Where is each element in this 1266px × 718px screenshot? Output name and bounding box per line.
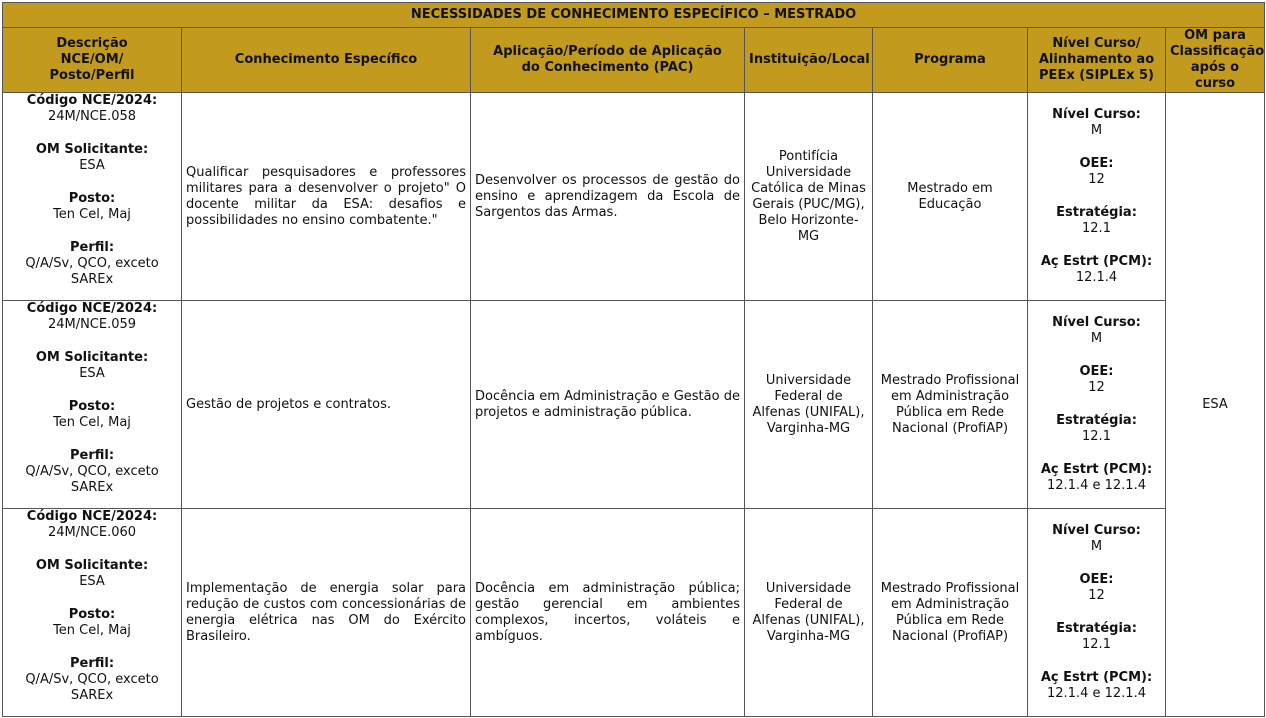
nivel-cell	[1028, 509, 1166, 717]
estrategia-label: Estratégia:	[1056, 621, 1137, 636]
conhecimento-cell: Qualificar pesquisadores e professores militares para a desenvolver o projeto" O docente militar da ESA: desafios e possibilidades no ensino combatente."	[182, 93, 471, 301]
table-title: NECESSIDADES DE CONHECIMENTO ESPECÍFICO – MESTRADO	[3, 3, 1265, 28]
nivel-value: M	[1090, 123, 1103, 138]
nivel-cell	[1028, 93, 1166, 301]
nivel-label: Nível Curso:	[1052, 523, 1141, 538]
instituicao-cell: Pontifícia Universidade Católica de Minas Gerais (PUC/MG), Belo Horizonte-MG	[745, 93, 873, 301]
om-value: ESA	[79, 574, 105, 589]
oee-label: OEE:	[1079, 156, 1114, 171]
estrategia-value: 12.1	[1082, 429, 1111, 444]
header-instituicao: Instituição/Local	[745, 28, 873, 93]
table-row	[3, 509, 1265, 717]
header-conhecimento: Conhecimento Específico	[182, 28, 471, 93]
perfil-label: Perfil:	[69, 656, 115, 671]
oee-value: 12	[1088, 380, 1105, 395]
posto-value: Ten Cel, Maj	[53, 415, 131, 430]
posto-label: Posto:	[68, 607, 116, 622]
perfil-value: Q/A/Sv, QCO, exceto SAREx	[25, 256, 159, 287]
oee-label: OEE:	[1079, 364, 1114, 379]
estrategia-value: 12.1	[1082, 221, 1111, 236]
conhecimento-cell: Gestão de projetos e contratos.	[182, 301, 471, 509]
instituicao-cell: Universidade Federal de Alfenas (UNIFAL), Varginha-MG	[745, 509, 873, 717]
header-aplicacao: Aplicação/Período de Aplicação do Conhecimento (PAC)	[471, 28, 745, 93]
perfil-value: Q/A/Sv, QCO, exceto SAREx	[25, 464, 159, 495]
programa-cell: Mestrado em Educação	[873, 93, 1028, 301]
table-row	[3, 93, 1265, 301]
acao-value: 12.1.4	[1075, 270, 1118, 285]
descricao-cell	[3, 301, 182, 509]
codigo-label: Código NCE/2024:	[26, 301, 158, 316]
acao-value: 12.1.4 e 12.1.4	[1047, 686, 1146, 701]
om-label: OM Solicitante:	[35, 558, 149, 573]
perfil-value: Q/A/Sv, QCO, exceto SAREx	[25, 672, 159, 703]
nivel-cell	[1028, 301, 1166, 509]
posto-value: Ten Cel, Maj	[53, 623, 131, 638]
estrategia-label: Estratégia:	[1056, 205, 1137, 220]
programa-cell: Mestrado Profissional em Administração Pública em Rede Nacional (ProfiAP)	[873, 509, 1028, 717]
header-om-classificacao: OM para Classificação após o curso	[1166, 28, 1265, 93]
oee-label: OEE:	[1079, 572, 1114, 587]
nce-table	[2, 2, 1265, 717]
nivel-value: M	[1090, 331, 1103, 346]
instituicao-cell: Universidade Federal de Alfenas (UNIFAL), Varginha-MG	[745, 301, 873, 509]
nivel-label: Nível Curso:	[1052, 107, 1141, 122]
om-label: OM Solicitante:	[35, 142, 149, 157]
header-nivel-curso: Nível Curso/ Alinhamento ao PEEx (SIPLEx 5)	[1028, 28, 1166, 93]
table-row	[3, 301, 1265, 509]
acao-label: Aç Estrt (PCM):	[1040, 670, 1153, 685]
oee-value: 12	[1088, 588, 1105, 603]
header-programa: Programa	[873, 28, 1028, 93]
perfil-label: Perfil:	[69, 448, 115, 463]
posto-label: Posto:	[68, 399, 116, 414]
codigo-value: 24M/NCE.059	[47, 317, 137, 332]
posto-label: Posto:	[68, 191, 116, 206]
aplicacao-cell: Desenvolver os processos de gestão do ensino e aprendizagem da Escola de Sargentos das Armas.	[471, 93, 745, 301]
posto-value: Ten Cel, Maj	[53, 207, 131, 222]
om-value: ESA	[79, 158, 105, 173]
nivel-label: Nível Curso:	[1052, 315, 1141, 330]
header-descricao: Descrição NCE/OM/ Posto/Perfil	[3, 28, 182, 93]
nivel-value: M	[1090, 539, 1103, 554]
acao-value: 12.1.4 e 12.1.4	[1047, 478, 1146, 493]
om-value: ESA	[79, 366, 105, 381]
om-classificacao-cell: ESA	[1166, 93, 1265, 717]
descricao-cell	[3, 509, 182, 717]
descricao-cell	[3, 93, 182, 301]
codigo-value: 24M/NCE.060	[47, 525, 137, 540]
codigo-label: Código NCE/2024:	[26, 93, 158, 108]
estrategia-label: Estratégia:	[1056, 413, 1137, 428]
acao-label: Aç Estrt (PCM):	[1040, 254, 1153, 269]
aplicacao-cell: Docência em administração pública; gestão gerencial em ambientes complexos, incertos, voláteis e ambíguos.	[471, 509, 745, 717]
acao-label: Aç Estrt (PCM):	[1040, 462, 1153, 477]
oee-value: 12	[1088, 172, 1105, 187]
perfil-label: Perfil:	[69, 240, 115, 255]
codigo-value: 24M/NCE.058	[47, 109, 137, 124]
codigo-label: Código NCE/2024:	[26, 509, 158, 524]
estrategia-value: 12.1	[1082, 637, 1111, 652]
conhecimento-cell: Implementação de energia solar para redução de custos com concessionárias de energia elétrica nas OM do Exército Brasileiro.	[182, 509, 471, 717]
programa-cell: Mestrado Profissional em Administração Pública em Rede Nacional (ProfiAP)	[873, 301, 1028, 509]
om-label: OM Solicitante:	[35, 350, 149, 365]
aplicacao-cell: Docência em Administração e Gestão de projetos e administração pública.	[471, 301, 745, 509]
